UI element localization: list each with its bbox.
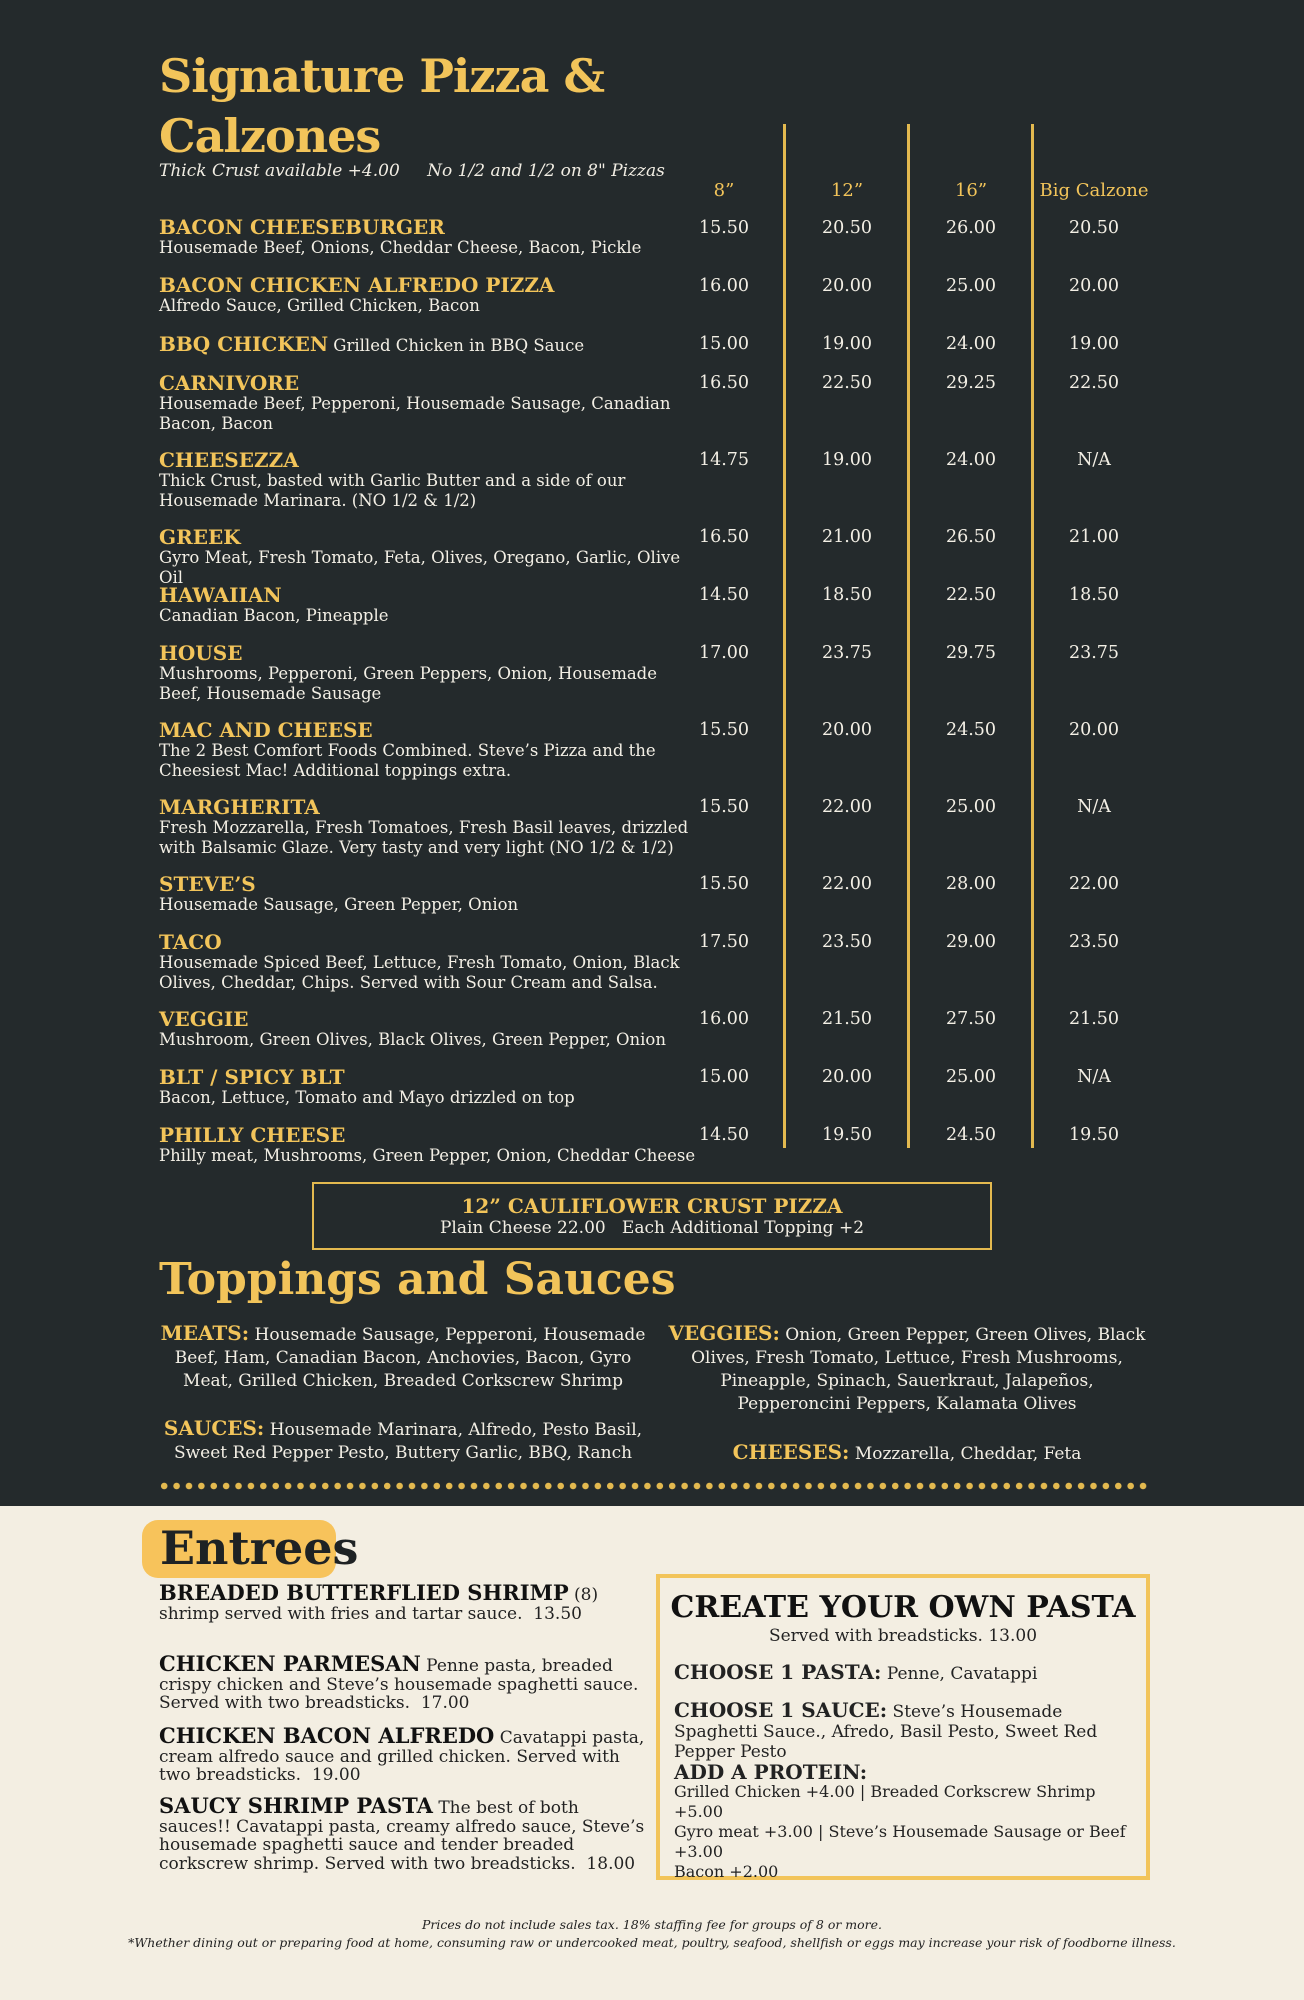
price-16in: 24.00 <box>945 450 997 470</box>
pizza-name: GREEK <box>159 525 241 549</box>
price-calzone: 23.75 <box>1068 643 1120 663</box>
add-protein-label: ADD A PROTEIN: <box>674 1760 868 1784</box>
protein-option: Grilled Chicken +4.00 | Breaded Corkscrew Shrimp +5.00 <box>674 1782 1096 1821</box>
price-8in: 16.00 <box>698 276 750 296</box>
price-16in: 24.50 <box>945 720 997 740</box>
pizza-name: MAC AND CHEESE <box>159 718 373 742</box>
price-12in: 23.50 <box>821 932 873 952</box>
pizza-item <box>159 1008 699 1050</box>
pizza-name: CHEESEZZA <box>159 448 299 472</box>
price-16in: 24.50 <box>945 1125 997 1145</box>
meats-block <box>158 1322 648 1393</box>
veggies-label: VEGGIES: <box>668 1321 780 1345</box>
pizza-desc: Canadian Bacon, Pineapple <box>159 606 389 625</box>
pizza-item <box>159 1066 699 1108</box>
pizza-section-title <box>159 46 604 166</box>
price-12in: 19.00 <box>821 334 873 354</box>
price-12in: 21.50 <box>821 1009 873 1029</box>
price-16in: 27.50 <box>945 1009 997 1029</box>
entree-desc: The best of both sauces!! Cavatappi pasta, creamy alfredo sauce, Steve’s housemade spaghetti sauce and tender breaded corkscrew shrimp. Served with two breadsticks. 18.00 <box>159 1798 650 1874</box>
pizza-desc: Grilled Chicken in BBQ Sauce <box>333 336 585 355</box>
pizza-desc: Bacon, Lettuce, Tomato and Mayo drizzled on top <box>159 1088 575 1107</box>
toppings-title: Toppings and Sauces <box>159 1254 676 1305</box>
price-8in: 15.50 <box>698 218 750 238</box>
price-8in: 15.50 <box>698 720 750 740</box>
column-header-16in: 16” <box>954 180 988 201</box>
price-16in: 22.50 <box>945 585 997 605</box>
price-8in: 17.00 <box>698 643 750 663</box>
half-half-note: No 1/2 and 1/2 on 8" Pizzas <box>427 161 665 181</box>
entree-name: SAUCY SHRIMP PASTA <box>159 1793 433 1818</box>
meats-label: MEATS: <box>160 1321 250 1345</box>
pizza-name: VEGGIE <box>159 1007 249 1031</box>
column-header-12in: 12” <box>830 180 864 201</box>
sauces-list: Housemade Marinara, Alfredo, Pesto Basil, Sweet Red Pepper Pesto, Buttery Garlic, BBQ, Ranch <box>173 1420 643 1463</box>
choose-sauce-options: Steve’s Housemade Spaghetti Sauce., Afredo, Basil Pesto, Sweet Red Pepper Pesto <box>674 1702 1098 1762</box>
pizza-desc: Fresh Mozzarella, Fresh Tomatoes, Fresh Basil leaves, drizzled with Balsamic Glaze. Very tasty and very light (NO 1/2 & 1/2) <box>159 818 689 857</box>
price-16in: 25.00 <box>945 276 997 296</box>
price-calzone: 21.00 <box>1068 527 1120 547</box>
pizza-item <box>159 216 699 258</box>
protein-option: Gyro meat +3.00 | Steve’s Housemade Sausage or Beef +3.00 <box>674 1822 1126 1861</box>
pizza-item <box>159 642 699 704</box>
column-divider <box>907 124 910 1148</box>
pizza-desc: Gyro Meat, Fresh Tomato, Feta, Olives, Oregano, Garlic, Olive Oil <box>159 548 681 587</box>
title-line-2: Calzones <box>159 109 381 163</box>
pizza-desc: Mushrooms, Pepperoni, Green Peppers, Onion, Housemade Beef, Housemade Sausage <box>159 664 658 703</box>
entree-name: CHICKEN BACON ALFREDO <box>159 1723 495 1748</box>
veggies-block <box>666 1322 1148 1416</box>
pizza-item <box>159 1124 699 1166</box>
column-header-8in: 8” <box>713 180 735 201</box>
price-8in: 16.50 <box>698 527 750 547</box>
pizza-desc: Housemade Spiced Beef, Lettuce, Fresh Tomato, Onion, Black Olives, Cheddar, Chips. Served with Sour Cream and Salsa. <box>159 953 680 992</box>
price-calzone: 20.50 <box>1068 218 1120 238</box>
pizza-name: TACO <box>159 930 222 954</box>
cheeses-list: Mozzarella, Cheddar, Feta <box>854 1444 1082 1464</box>
cauliflower-title: 12” CAULIFLOWER CRUST PIZZA <box>461 1194 843 1218</box>
pizza-name: CARNIVORE <box>159 371 300 395</box>
pizza-desc: Housemade Sausage, Green Pepper, Onion <box>159 895 519 914</box>
price-calzone: 22.00 <box>1068 874 1120 894</box>
pizza-desc: Thick Crust, basted with Garlic Butter and a side of our Housemade Marinara. (NO 1/2 & 1/2) <box>159 471 626 510</box>
price-16in: 25.00 <box>945 797 997 817</box>
price-12in: 19.00 <box>821 450 873 470</box>
price-12in: 21.00 <box>821 527 873 547</box>
protein-option: Bacon +2.00 <box>674 1862 779 1881</box>
pizza-name: MARGHERITA <box>159 795 320 819</box>
price-calzone: 19.50 <box>1068 1125 1120 1145</box>
price-12in: 22.50 <box>821 373 873 393</box>
price-8in: 14.75 <box>698 450 750 470</box>
pizza-name: HOUSE <box>159 641 243 665</box>
pasta-subtitle: Served with breadsticks. 13.00 <box>768 1626 1038 1646</box>
veggies-list: Onion, Green Pepper, Green Olives, Black Olives, Fresh Tomato, Lettuce, Fresh Mushrooms, Pineapple, Spinach, Sauerkraut, Jalapeños, Pepperoncini Peppers, Kalamata Olives <box>691 1325 1146 1414</box>
footer-health-warning: *Whether dining out or preparing food at home, consuming raw or undercooked meat, poultry, seafood, shellfish or eggs may increase your risk of foodborne illness. <box>128 1935 1176 1950</box>
price-8in: 15.00 <box>698 334 750 354</box>
price-12in: 20.00 <box>821 720 873 740</box>
thick-crust-note: Thick Crust available +4.00 <box>159 161 400 181</box>
pizza-name: HAWAIIAN <box>159 583 282 607</box>
choose-pasta <box>674 1662 1144 1684</box>
price-16in: 26.00 <box>945 218 997 238</box>
column-header-big-calzone: Big Calzone <box>1039 180 1149 201</box>
entree-item <box>159 1651 647 1713</box>
entree-item <box>159 1723 650 1785</box>
pizza-item <box>159 274 699 316</box>
pizza-name: STEVE’S <box>159 872 256 896</box>
price-12in: 19.50 <box>821 1125 873 1145</box>
entree-desc: Cavatappi pasta, cream alfredo sauce and grilled chicken. Served with two breadsticks. 19.00 <box>159 1728 650 1785</box>
pizza-name: BLT / SPICY BLT <box>159 1065 345 1089</box>
pizza-item <box>159 372 699 434</box>
price-8in: 14.50 <box>698 585 750 605</box>
sauces-block <box>158 1417 648 1465</box>
price-calzone: 19.00 <box>1068 334 1120 354</box>
price-12in: 22.00 <box>821 797 873 817</box>
price-12in: 20.50 <box>821 218 873 238</box>
cheeses-block <box>666 1441 1148 1466</box>
pizza-notes <box>159 161 687 181</box>
pizza-item <box>159 719 699 781</box>
title-line-1: Signature Pizza & <box>159 49 604 103</box>
price-8in: 15.50 <box>698 874 750 894</box>
price-16in: 28.00 <box>945 874 997 894</box>
choose-pasta-label: CHOOSE 1 PASTA: <box>674 1660 882 1684</box>
entree-name: CHICKEN PARMESAN <box>159 1651 421 1676</box>
entree-desc: Penne pasta, breaded crispy chicken and Steve’s housemade spaghetti sauce. Served with two breadsticks. 17.00 <box>159 1656 644 1713</box>
pizza-name: PHILLY CHEESE <box>159 1123 346 1147</box>
add-protein <box>674 1762 1144 1882</box>
choose-sauce <box>674 1700 1144 1762</box>
price-16in: 26.50 <box>945 527 997 547</box>
choose-sauce-label: CHOOSE 1 SAUCE: <box>674 1698 888 1722</box>
sauces-label: SAUCES: <box>163 1416 265 1440</box>
price-calzone: 21.50 <box>1068 1009 1120 1029</box>
pizza-desc: The 2 Best Comfort Foods Combined. Steve’s Pizza and the Cheesiest Mac! Additional toppings extra. <box>159 741 656 780</box>
price-8in: 14.50 <box>698 1125 750 1145</box>
meats-list: Housemade Sausage, Pepperoni, Housemade Beef, Ham, Canadian Bacon, Anchovies, Bacon, Gyro Meat, Grilled Chicken, Breaded Corkscrew Shrimp <box>174 1325 646 1391</box>
price-8in: 16.00 <box>698 1009 750 1029</box>
pizza-name: BACON CHEESEBURGER <box>159 215 445 239</box>
create-your-own-pasta-box <box>656 1574 1150 1880</box>
pizza-item <box>159 449 699 511</box>
price-16in: 29.00 <box>945 932 997 952</box>
price-12in: 18.50 <box>821 585 873 605</box>
entrees-title: Entrees <box>160 1521 359 1575</box>
price-8in: 15.00 <box>698 1067 750 1087</box>
price-12in: 20.00 <box>821 1067 873 1087</box>
price-calzone: 18.50 <box>1068 585 1120 605</box>
price-calzone: 20.00 <box>1068 276 1120 296</box>
price-8in: 17.50 <box>698 932 750 952</box>
price-16in: 25.00 <box>945 1067 997 1087</box>
price-calzone: 20.00 <box>1068 720 1120 740</box>
pizza-name: BBQ CHICKEN <box>159 332 329 356</box>
pizza-item <box>159 333 699 355</box>
price-calzone: 22.50 <box>1068 373 1120 393</box>
cheeses-label: CHEESES: <box>732 1440 850 1464</box>
pizza-item <box>159 931 699 993</box>
price-calzone: 23.50 <box>1068 932 1120 952</box>
price-16in: 29.75 <box>945 643 997 663</box>
price-12in: 20.00 <box>821 276 873 296</box>
dotted-divider <box>158 1482 1148 1490</box>
price-16in: 29.25 <box>945 373 997 393</box>
cauliflower-details: Plain Cheese 22.00 Each Additional Topping +2 <box>439 1218 865 1238</box>
price-12in: 22.00 <box>821 874 873 894</box>
price-16in: 24.00 <box>945 334 997 354</box>
price-8in: 16.50 <box>698 373 750 393</box>
choose-pasta-options: Penne, Cavatappi <box>881 1664 1038 1684</box>
pizza-desc: Philly meat, Mushrooms, Green Pepper, Onion, Cheddar Cheese <box>159 1146 696 1165</box>
pasta-title: CREATE YOUR OWN PASTA <box>670 1590 1136 1625</box>
pizza-desc: Mushroom, Green Olives, Black Olives, Green Pepper, Onion <box>159 1030 666 1049</box>
cauliflower-crust-box <box>312 1182 992 1250</box>
price-8in: 15.50 <box>698 797 750 817</box>
price-calzone: N/A <box>1077 450 1111 470</box>
pizza-item <box>159 796 719 858</box>
entree-item <box>159 1793 650 1874</box>
entree-desc: (8) shrimp served with fries and tartar sauce. 13.50 <box>159 1585 604 1624</box>
pizza-item <box>159 873 699 915</box>
pizza-desc: Housemade Beef, Pepperoni, Housemade Sausage, Canadian Bacon, Bacon <box>159 394 671 433</box>
pizza-item <box>159 526 699 588</box>
footer-tax-note: Prices do not include sales tax. 18% staffing fee for groups of 8 or more. <box>421 1917 883 1932</box>
price-12in: 23.75 <box>821 643 873 663</box>
pizza-desc: Housemade Beef, Onions, Cheddar Cheese, Bacon, Pickle <box>159 238 642 257</box>
price-calzone: N/A <box>1077 797 1111 817</box>
entree-name: BREADED BUTTERFLIED SHRIMP <box>159 1580 569 1605</box>
entree-item <box>159 1580 647 1624</box>
pizza-name: BACON CHICKEN ALFREDO PIZZA <box>159 273 555 297</box>
price-calzone: N/A <box>1077 1067 1111 1087</box>
pizza-item <box>159 584 699 626</box>
pizza-desc: Alfredo Sauce, Grilled Chicken, Bacon <box>159 296 480 315</box>
